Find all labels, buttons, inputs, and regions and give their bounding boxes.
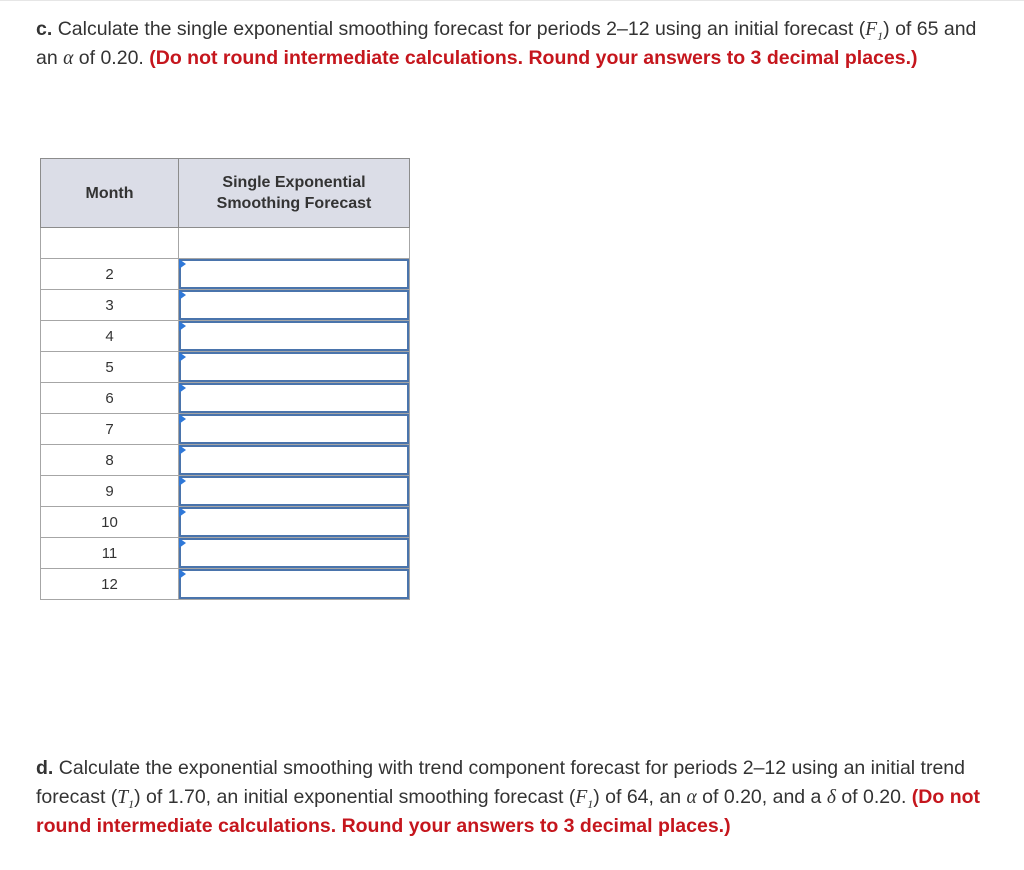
month-cell: 8 <box>41 445 179 476</box>
forecast-cell <box>179 476 410 507</box>
month-cell: 5 <box>41 352 179 383</box>
month-cell: 4 <box>41 321 179 352</box>
forecast-cell <box>179 290 410 321</box>
table-row <box>41 321 410 352</box>
symbol-f1: $F_1$ <box>865 19 884 43</box>
month-cell: 7 <box>41 414 179 445</box>
table-row <box>41 476 410 507</box>
input-flag-icon <box>179 290 186 300</box>
forecast-input[interactable] <box>179 507 409 537</box>
forecast-input[interactable] <box>179 290 409 320</box>
table-row <box>41 538 410 569</box>
table-row <box>41 569 410 600</box>
question-d <box>36 754 986 850</box>
forecast-cell <box>179 414 410 445</box>
month-cell: 11 <box>41 538 179 569</box>
forecast-input[interactable] <box>179 538 409 568</box>
question-d-text-5: of 0.20. <box>835 786 907 808</box>
month-cell: 10 <box>41 507 179 538</box>
question-d-text-4: of 0.20, and a <box>696 786 827 808</box>
month-cell: 2 <box>41 259 179 290</box>
question-d-text-1: Calculate the exponential smoothing with trend component forecast for periods 2–12 using an initial trend forecast ( <box>36 757 965 808</box>
month-cell: 6 <box>41 383 179 414</box>
top-divider <box>0 0 1024 4</box>
question-c-label: c. <box>36 18 53 40</box>
symbol-f1: $F_1$ <box>575 787 594 811</box>
question-d-instruction: (Do not round intermediate calculations. Round your answers to 3 decimal places.) <box>36 786 981 837</box>
input-flag-icon <box>179 569 186 579</box>
column-header-forecast: Single Exponential Smoothing Forecast <box>179 159 410 228</box>
forecast-input[interactable] <box>179 445 409 475</box>
input-flag-icon <box>179 383 186 393</box>
forecast-input[interactable] <box>179 569 409 599</box>
input-flag-icon <box>179 414 186 424</box>
forecast-input[interactable] <box>179 321 409 351</box>
question-d-text-3: ) of 64, an <box>593 786 687 808</box>
forecast-cell <box>179 259 410 290</box>
symbol-alpha: α <box>63 48 74 69</box>
input-flag-icon <box>179 259 186 269</box>
question-c-text-3: of 0.20. <box>73 47 144 69</box>
input-flag-icon <box>179 476 186 486</box>
forecast-input[interactable] <box>179 383 409 413</box>
month-cell: 9 <box>41 476 179 507</box>
input-flag-icon <box>179 445 186 455</box>
forecast-cell <box>179 569 410 600</box>
header-spacer <box>41 228 410 259</box>
question-c-text-1: Calculate the single exponential smoothing forecast for periods 2–12 using an initial forecast ( <box>57 18 866 40</box>
forecast-cell <box>179 538 410 569</box>
symbol-alpha: α <box>686 787 697 808</box>
symbol-delta: δ <box>826 787 836 808</box>
question-d-text-2: ) of 1.70, an initial exponential smoothing forecast ( <box>134 786 576 808</box>
table-header-row <box>41 159 410 228</box>
table-row <box>41 352 410 383</box>
question-c-instruction: (Do not round intermediate calculations. Round your answers to 3 decimal places.) <box>149 47 918 69</box>
column-header-month: Month <box>41 159 179 228</box>
question-c <box>36 15 986 73</box>
forecast-input[interactable] <box>179 414 409 444</box>
question-d-label: d. <box>36 757 54 779</box>
table-row <box>41 414 410 445</box>
forecast-input[interactable] <box>179 259 409 289</box>
forecast-cell <box>179 507 410 538</box>
forecast-cell <box>179 352 410 383</box>
input-flag-icon <box>179 538 186 548</box>
table-row <box>41 445 410 476</box>
table-row <box>41 290 410 321</box>
question-c-text-2: ) of 65 and an <box>36 18 977 69</box>
forecast-input[interactable] <box>179 476 409 506</box>
forecast-table-body <box>41 259 410 600</box>
forecast-input[interactable] <box>179 352 409 382</box>
table-row <box>41 259 410 290</box>
table-row <box>41 507 410 538</box>
month-cell: 12 <box>41 569 179 600</box>
forecast-table <box>40 158 410 600</box>
input-flag-icon <box>179 352 186 362</box>
forecast-cell <box>179 383 410 414</box>
input-flag-icon <box>179 321 186 331</box>
month-cell: 3 <box>41 290 179 321</box>
forecast-cell <box>179 445 410 476</box>
table-row <box>41 383 410 414</box>
forecast-cell <box>179 321 410 352</box>
symbol-t1: $T_1$ <box>117 787 135 811</box>
input-flag-icon <box>179 507 186 517</box>
